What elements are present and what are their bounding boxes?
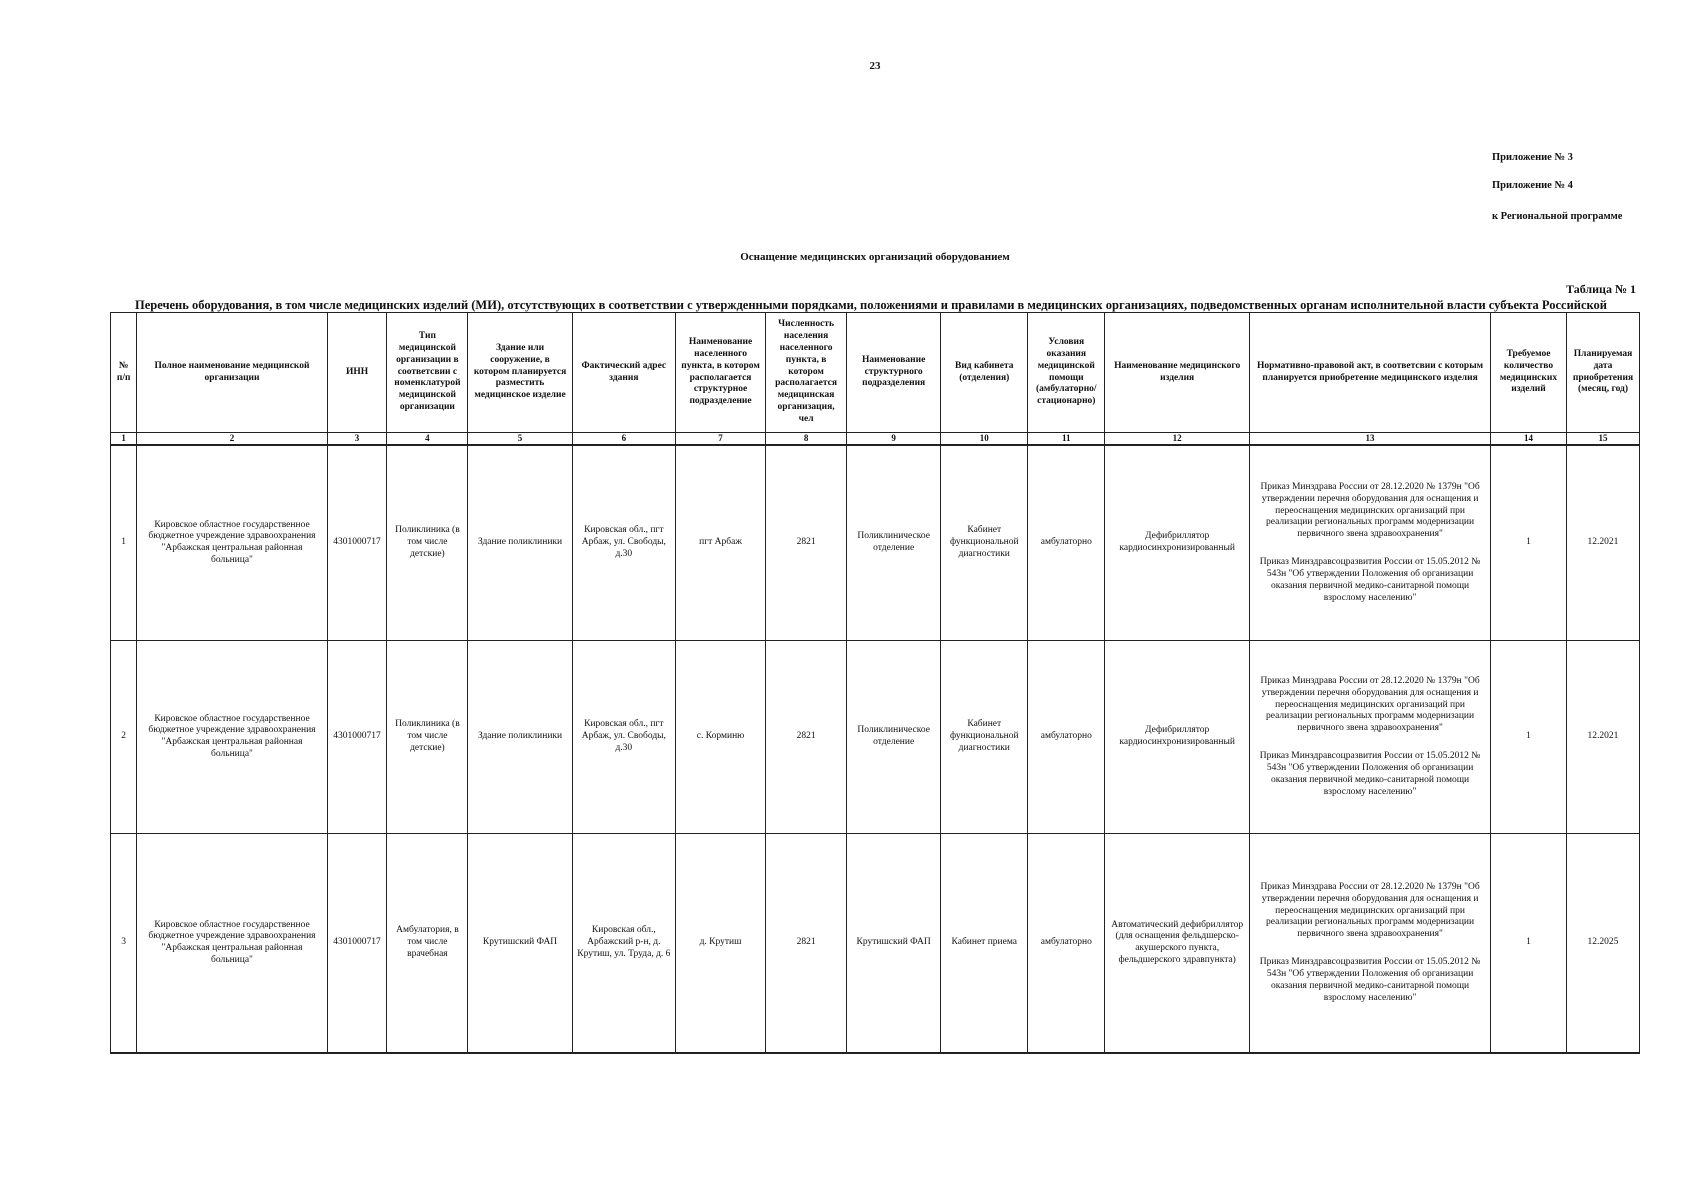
col-number: 2	[137, 433, 327, 446]
cell-population: 2821	[766, 445, 847, 641]
cell-population: 2821	[766, 641, 847, 834]
cell-device: Дефибриллятор кардиосинхронизированный	[1105, 641, 1250, 834]
col-number: 11	[1028, 433, 1105, 446]
cell-locality: пгт Арбаж	[675, 445, 765, 641]
cell-org-type: Амбулатория, в том числе врачебная	[387, 834, 468, 1054]
cell-organization: Кировское областное государственное бюджетное учреждение здравоохранения "Арбажская центральная районная больница"	[137, 834, 327, 1054]
legal-act-2: Приказ Минздравсоцразвития России от 15.05.2012 № 543н "Об утверждении Положения об организации оказания первичной медико-санитарной помощи взрослому населению"	[1259, 957, 1481, 1003]
cell-legal-act	[1250, 641, 1491, 834]
cell-number: 1	[111, 445, 137, 641]
cell-population: 2821	[766, 834, 847, 1054]
col-number: 14	[1491, 433, 1567, 446]
cell-quantity: 1	[1491, 641, 1567, 834]
cell-room: Кабинет функциональной диагностики	[941, 641, 1028, 834]
col-header-14: Требуемое количество медицинских изделий	[1491, 313, 1567, 433]
cell-number: 2	[111, 641, 137, 834]
cell-locality: с. Корминю	[675, 641, 765, 834]
document-title: Оснащение медицинских организаций оборудованием	[740, 251, 1010, 263]
cell-quantity: 1	[1491, 834, 1567, 1054]
cell-device: Автоматический дефибриллятор (для оснащения фельдшерско-акушерского пункта, фельдшерского здравпункта)	[1105, 834, 1250, 1054]
cell-device: Дефибриллятор кардиосинхронизированный	[1105, 445, 1250, 641]
table-row	[111, 834, 1640, 1054]
col-number: 10	[941, 433, 1028, 446]
cell-address: Кировская обл., пгт Арбаж, ул. Свободы, д.30	[572, 641, 675, 834]
cell-room: Кабинет функциональной диагностики	[941, 445, 1028, 641]
col-header-9: Наименование структурного подразделения	[847, 313, 941, 433]
col-number: 9	[847, 433, 941, 446]
cell-unit: Поликлиническое отделение	[847, 641, 941, 834]
table-label: Таблица № 1	[1566, 282, 1637, 296]
legal-act-2: Приказ Минздравсоцразвития России от 15.05.2012 № 543н "Об утверждении Положения об организации оказания первичной медико-санитарной помощи взрослому населению"	[1259, 557, 1481, 603]
table-row	[111, 445, 1640, 641]
col-header-4: Тип медицинской организации в соответсвии с номенклатурой медицинской организации	[387, 313, 468, 433]
table-caption: Перечень оборудования, в том числе медицинских изделий (МИ), отсутствующих в соответствии с утвержденными порядками, положениями и правилами в медицинских организациях, подведомственных органам исполнительной власти субъекта Российской	[135, 298, 1608, 312]
equipment-table	[110, 312, 1640, 1054]
legal-act-2: Приказ Минздравсоцразвития России от 15.05.2012 № 543н "Об утверждении Положения об организации оказания первичной медико-санитарной помощи взрослому населению"	[1259, 751, 1481, 797]
cell-number: 3	[111, 834, 137, 1054]
col-number: 15	[1566, 433, 1639, 446]
page-number: 23	[869, 60, 881, 72]
cell-conditions: амбулаторно	[1028, 834, 1105, 1054]
appendix-line-3: к Региональной программе	[1492, 211, 1623, 222]
header-row	[111, 313, 1640, 433]
cell-conditions: амбулаторно	[1028, 445, 1105, 641]
col-header-5: Здание или сооружение, в котором планируется разместить медицинское изделие	[468, 313, 572, 433]
cell-org-type: Поликлиника (в том числе детские)	[387, 445, 468, 641]
cell-unit: Поликлиническое отделение	[847, 445, 941, 641]
cell-legal-act	[1250, 445, 1491, 641]
cell-unit: Крутишский ФАП	[847, 834, 941, 1054]
cell-conditions: амбулаторно	[1028, 641, 1105, 834]
table-row	[111, 641, 1640, 834]
col-header-3: ИНН	[327, 313, 387, 433]
cell-date: 12.2025	[1566, 834, 1639, 1054]
col-header-15: Планируемая дата приобретения (месяц, год)	[1566, 313, 1639, 433]
cell-building: Здание поликлиники	[468, 445, 572, 641]
cell-quantity: 1	[1491, 445, 1567, 641]
col-number: 1	[111, 433, 137, 446]
cell-inn: 4301000717	[327, 445, 387, 641]
cell-date: 12.2021	[1566, 641, 1639, 834]
col-number: 8	[766, 433, 847, 446]
cell-date: 12.2021	[1566, 445, 1639, 641]
col-number: 4	[387, 433, 468, 446]
col-header-10: Вид кабинета (отделения)	[941, 313, 1028, 433]
col-header-7: Наименование населенного пункта, в котором располагается структурное подразделение	[675, 313, 765, 433]
column-number-row	[111, 433, 1640, 446]
legal-act-1: Приказ Минздрава России от 28.12.2020 № 1379н "Об утверждении перечня оборудования для оснащения и переоснащения медицинских организаций при реализации региональных программ модернизации первичного звена здравоохранения"	[1260, 675, 1480, 734]
col-number: 7	[675, 433, 765, 446]
cell-room: Кабинет приема	[941, 834, 1028, 1054]
cell-organization: Кировское областное государственное бюджетное учреждение здравоохранения "Арбажская центральная районная больница"	[137, 641, 327, 834]
appendix-line-2: Приложение № 4	[1492, 180, 1573, 191]
col-header-13: Нормативно-правовой акт, в соответсвии с которым планируется приобретение медицинского изделия	[1250, 313, 1491, 433]
cell-building: Здание поликлиники	[468, 641, 572, 834]
col-header-2: Полное наименование медицинской организации	[137, 313, 327, 433]
cell-address: Кировская обл., пгт Арбаж, ул. Свободы, д.30	[572, 445, 675, 641]
col-number: 13	[1250, 433, 1491, 446]
cell-building: Крутишский ФАП	[468, 834, 572, 1054]
col-header-1: № п/п	[111, 313, 137, 433]
col-number: 3	[327, 433, 387, 446]
col-number: 5	[468, 433, 572, 446]
col-number: 6	[572, 433, 675, 446]
col-header-8: Численность населения населенного пункта, в котором располагается медицинская организация, чел	[766, 313, 847, 433]
cell-legal-act	[1250, 834, 1491, 1054]
cell-locality: д. Крутиш	[675, 834, 765, 1054]
col-header-11: Условия оказания медицинской помощи (амбулаторно/ стационарно)	[1028, 313, 1105, 433]
cell-inn: 4301000717	[327, 834, 387, 1054]
col-number: 12	[1105, 433, 1250, 446]
col-header-12: Наименование медицинского изделия	[1105, 313, 1250, 433]
appendix-line-1: Приложение № 3	[1492, 152, 1573, 163]
cell-address: Кировская обл., Арбажский р-н, д. Крутиш, ул. Труда, д. 6	[572, 834, 675, 1054]
cell-org-type: Поликлиника (в том числе детские)	[387, 641, 468, 834]
legal-act-1: Приказ Минздрава России от 28.12.2020 № 1379н "Об утверждении перечня оборудования для оснащения и переоснащения медицинских организаций при реализации региональных программ модернизации первичного звена здравоохранения"	[1260, 881, 1480, 940]
cell-inn: 4301000717	[327, 641, 387, 834]
cell-organization: Кировское областное государственное бюджетное учреждение здравоохранения "Арбажская центральная районная больница"	[137, 445, 327, 641]
legal-act-1: Приказ Минздрава России от 28.12.2020 № 1379н "Об утверждении перечня оборудования для оснащения и переоснащения медицинских организаций при реализации региональных программ модернизации первичного звена здравоохранения"	[1260, 481, 1480, 540]
col-header-6: Фактический адрес здания	[572, 313, 675, 433]
